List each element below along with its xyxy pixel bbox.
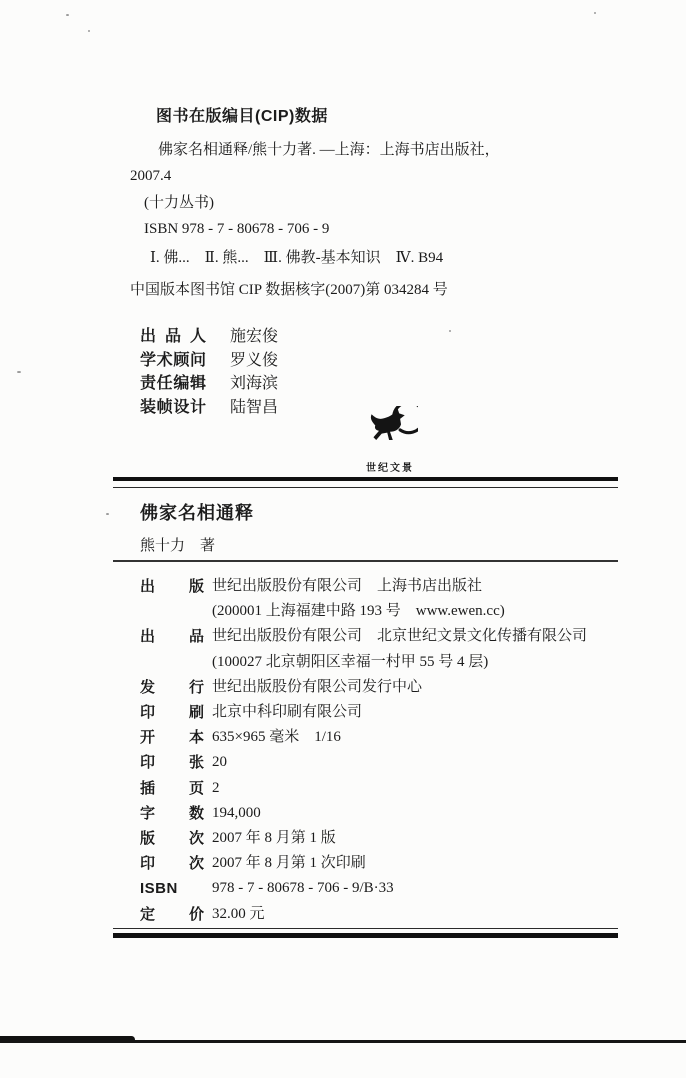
staff-label: 学术顾问	[140, 351, 206, 369]
colophon-label: ISBN	[140, 880, 178, 898]
staff-row-responsible-editor	[140, 372, 278, 396]
cip-block	[130, 104, 570, 303]
publisher-logo-caption: 世纪文景	[366, 463, 414, 474]
colophon-value: 2007 年 8 月第 1 版	[212, 830, 336, 847]
flying-horse-icon	[362, 406, 418, 452]
book-author: 熊十力 著	[140, 538, 216, 554]
colophon-value: 32.00 元	[212, 905, 265, 922]
colophon-label: 印刷	[140, 704, 204, 722]
colophon-value: 世纪出版股份有限公司发行中心	[212, 678, 423, 695]
colophon-value: 194,000	[212, 804, 261, 821]
staff-row-academic-advisor	[140, 349, 278, 373]
cip-series: (十力丛书)	[144, 195, 214, 211]
cip-classification-indices: Ⅰ. 佛... Ⅱ. 熊... Ⅲ. 佛教-基本知识 Ⅳ. B94	[150, 250, 444, 266]
cip-record-number: 中国版本图书馆 CIP 数据核字(2007)第 034284 号	[130, 282, 448, 298]
colophon-label: 版次	[140, 830, 204, 848]
cip-isbn: ISBN 978 - 7 - 80678 - 706 - 9	[144, 221, 330, 237]
scan-speck	[17, 371, 21, 373]
colophon-publisher-address: (200001 上海福建中路 193 号 www.ewen.cc)	[212, 603, 505, 620]
scan-speck	[449, 330, 451, 332]
top-rule-thin	[113, 487, 618, 488]
staff-credits-block	[140, 325, 278, 419]
colophon-value: 20	[212, 754, 227, 771]
scan-artifact-line	[0, 1040, 686, 1043]
staff-label: 责任编辑	[140, 375, 206, 392]
bottom-rule-thick	[113, 933, 618, 938]
colophon-label: 定价	[140, 905, 204, 923]
staff-row-book-designer	[140, 396, 278, 420]
colophon-label: 发行	[140, 678, 204, 696]
colophon-label: 字数	[140, 804, 204, 822]
colophon-value: 北京中科印刷有限公司	[212, 704, 363, 721]
staff-label: 装帧设计	[140, 398, 206, 416]
title-block	[140, 499, 254, 555]
staff-value: 施宏俊	[230, 328, 279, 345]
publisher-logo	[360, 406, 420, 474]
colophon-row-inserts	[140, 776, 620, 801]
staff-row-producer	[140, 325, 278, 349]
scan-speck	[88, 30, 90, 32]
middle-rule	[113, 560, 618, 562]
colophon-value: 2007 年 8 月第 1 次印刷	[212, 855, 366, 872]
colophon-label: 出版	[140, 578, 204, 595]
colophon-row-printing	[140, 851, 620, 876]
colophon-row-printer	[140, 700, 620, 725]
bottom-rule-thin	[113, 928, 618, 929]
staff-value: 刘海滨	[230, 375, 279, 392]
scan-speck	[106, 513, 109, 515]
colophon-value: 978 - 7 - 80678 - 706 - 9/B·33	[212, 880, 394, 897]
staff-value: 陆智昌	[230, 398, 279, 416]
staff-value: 罗义俊	[230, 351, 279, 369]
colophon-row-format	[140, 725, 620, 750]
colophon-row-price	[140, 902, 620, 927]
colophon-value: 635×965 毫米 1/16	[212, 729, 341, 746]
colophon-label: 出品	[140, 628, 204, 646]
colophon-value: 2	[212, 779, 220, 796]
colophon-producer-address: (100027 北京朝阳区幸福一村甲 55 号 4 层)	[212, 653, 489, 670]
cip-entry-line2: 2007.4	[130, 168, 172, 184]
top-rule-thick	[113, 477, 618, 481]
colophon-label: 印次	[140, 855, 204, 873]
colophon-row-producer	[140, 624, 620, 649]
colophon-row-isbn	[140, 876, 620, 901]
book-title: 佛家名相通释	[140, 503, 254, 523]
colophon-row-wordcount	[140, 801, 620, 826]
colophon-label: 印张	[140, 754, 204, 772]
staff-label: 出品人	[140, 328, 206, 345]
colophon-value: 世纪出版股份有限公司 北京世纪文景文化传播有限公司	[212, 628, 588, 645]
colophon-block	[140, 574, 620, 927]
colophon-row-sheets	[140, 750, 620, 775]
colophon-row-edition	[140, 826, 620, 851]
cip-heading: 图书在版编目(CIP)数据	[156, 108, 328, 125]
colophon-label: 插页	[140, 779, 204, 797]
colophon-row-distributor	[140, 675, 620, 700]
scan-speck	[66, 14, 69, 16]
colophon-value: 世纪出版股份有限公司 上海书店出版社	[212, 578, 483, 594]
scan-speck	[594, 12, 596, 14]
colophon-label: 开本	[140, 729, 204, 747]
colophon-row-publisher	[140, 574, 620, 599]
cip-entry-line1: 佛家名相通释/熊十力著. —上海：上海书店出版社，	[158, 142, 500, 158]
